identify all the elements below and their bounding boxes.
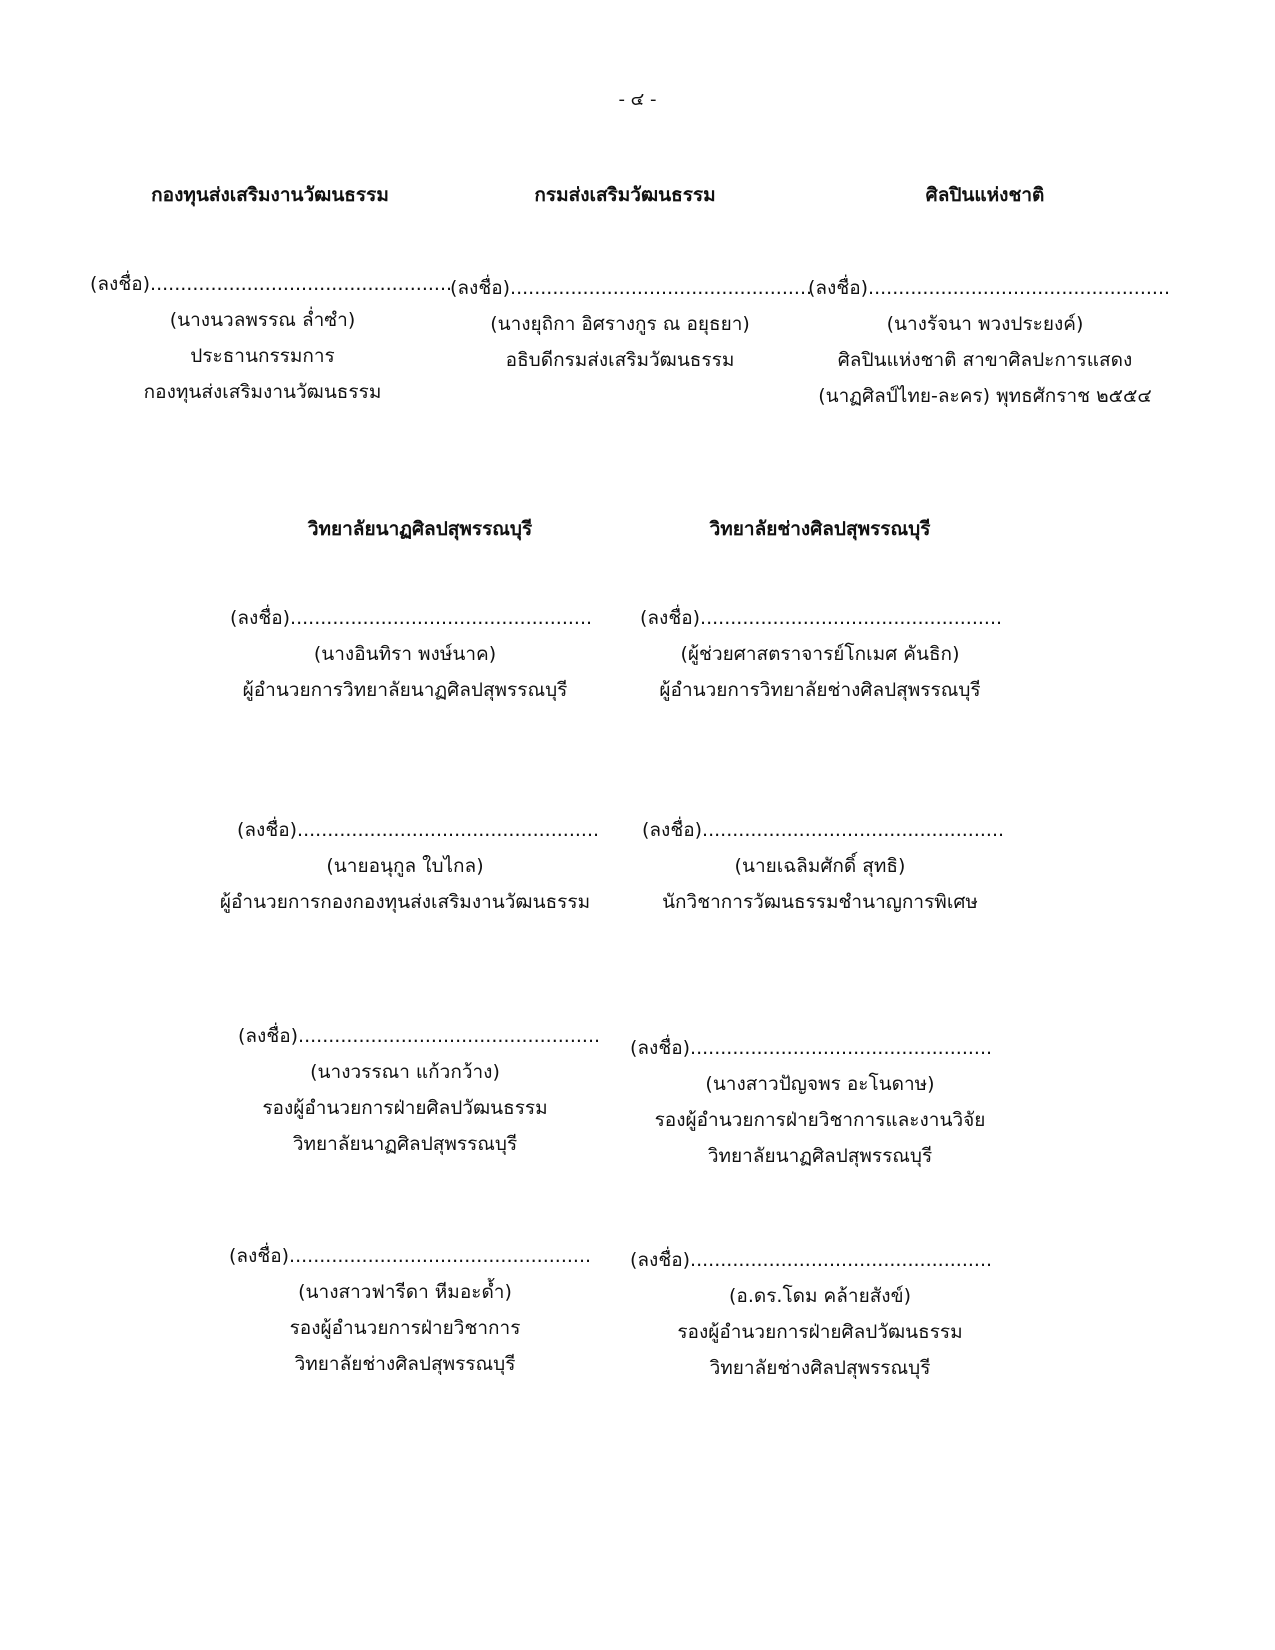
signatory-name: (นายเฉลิมศักดิ์ สุทธิ) — [734, 855, 906, 877]
signatory-name: (นางสาวฟารีดา หีมอะด้ำ) — [298, 1281, 512, 1303]
signature-line: (ลงชื่อ).................................................. — [630, 1249, 993, 1271]
signatory-position: รองผู้อำนวยการฝ่ายศิลปวัฒนธรรม — [677, 1321, 963, 1343]
signatory-organization: วิทยาลัยนาฏศิลปสุพรรณบุรี — [292, 1133, 518, 1155]
signatory-position: ศิลปินแห่งชาติ สาขาศิลปะการแสดง — [837, 349, 1133, 371]
signatory-name: (นางสาวปัญจพร อะโนดาษ) — [705, 1073, 935, 1095]
signature-line: (ลงชื่อ).................................................. — [237, 819, 600, 841]
signatory-organization: วิทยาลัยช่างศิลปสุพรรณบุรี — [294, 1353, 516, 1375]
org-title-culture-fund: กองทุนส่งเสริมงานวัฒนธรรม — [151, 184, 389, 206]
signature-block-culture-specialist — [630, 812, 1010, 920]
signature-block-culture-fund — [90, 266, 453, 410]
signature-line: (ลงชื่อ).................................................. — [90, 273, 453, 295]
signatory-name: (นางอินทิรา พงษ์นาค) — [313, 643, 497, 665]
signature-block-dramatic-arts-deputy-academic — [630, 1030, 1010, 1174]
signature-block-fund-director — [195, 812, 615, 920]
signatory-position: ผู้อำนวยการวิทยาลัยช่างศิลปสุพรรณบุรี — [659, 679, 981, 701]
signatory-position-detail: (นาฏศิลป์ไทย-ละคร) พุทธศักราช ๒๕๕๔ — [818, 385, 1152, 407]
signatory-position: นักวิชาการวัฒนธรรมชำนาญการพิเศษ — [662, 891, 978, 913]
org-title-fine-arts-college: วิทยาลัยช่างศิลปสุพรรณบุรี — [709, 518, 931, 540]
signatory-position: ผู้อำนวยการวิทยาลัยนาฏศิลปสุพรรณบุรี — [242, 679, 568, 701]
page-number: - ๔ - — [618, 89, 657, 110]
signatory-position: ประธานกรรมการ — [190, 345, 335, 367]
signatory-organization: วิทยาลัยนาฏศิลปสุพรรณบุรี — [707, 1145, 933, 1167]
signatory-position: รองผู้อำนวยการฝ่ายศิลปวัฒนธรรม — [262, 1097, 548, 1119]
signatory-organization: กองทุนส่งเสริมงานวัฒนธรรม — [143, 381, 382, 403]
org-title-national-artist: ศิลปินแห่งชาติ — [925, 184, 1045, 206]
signatory-name: (นางวรรณา แก้วกว้าง) — [310, 1061, 500, 1083]
org-title-dramatic-arts-college: วิทยาลัยนาฏศิลปสุพรรณบุรี — [307, 518, 533, 540]
signature-block-dramatic-arts-deputy-culture — [210, 1018, 600, 1162]
signature-line: (ลงชื่อ).................................................. — [230, 607, 593, 629]
signatory-name: (นางยุถิกา อิศรางกูร ณ อยุธยา) — [490, 313, 750, 335]
signature-line: (ลงชื่อ).................................................. — [229, 1245, 592, 1267]
signature-line: (ลงชื่อ).................................................. — [808, 277, 1171, 299]
signature-block-fine-arts-deputy-academic — [205, 1238, 605, 1382]
signature-block-fine-arts-director — [630, 600, 1010, 708]
signatory-name: (นายอนุกูล ใบไกล) — [326, 855, 484, 877]
signatory-name: (นางนวลพรรณ ล่ำซำ) — [169, 309, 356, 331]
signature-block-national-artist — [800, 270, 1170, 414]
signatory-position: อธิบดีกรมส่งเสริมวัฒนธรรม — [505, 349, 735, 371]
signature-block-dramatic-arts-director — [200, 600, 610, 708]
signatory-position: รองผู้อำนวยการฝ่ายวิชาการ — [289, 1317, 521, 1339]
signature-line: (ลงชื่อ).................................................. — [238, 1025, 601, 1047]
signatory-position: ผู้อำนวยการกองกองทุนส่งเสริมงานวัฒนธรรม — [219, 891, 591, 913]
signature-line: (ลงชื่อ).................................................. — [640, 607, 1003, 629]
signatory-name: (นางรัจนา พวงประยงค์) — [886, 313, 1084, 335]
signatory-organization: วิทยาลัยช่างศิลปสุพรรณบุรี — [709, 1357, 931, 1379]
signature-block-fine-arts-deputy-culture — [630, 1242, 1010, 1386]
signature-line: (ลงชื่อ).................................................. — [630, 1037, 993, 1059]
signature-block-culture-department — [450, 270, 813, 378]
org-title-culture-department: กรมส่งเสริมวัฒนธรรม — [534, 184, 716, 206]
signatory-name: (อ.ดร.โดม คล้ายสังข์) — [729, 1285, 911, 1307]
signatory-position: รองผู้อำนวยการฝ่ายวิชาการและงานวิจัย — [654, 1109, 986, 1131]
signature-line: (ลงชื่อ).................................................. — [450, 277, 813, 299]
signature-line: (ลงชื่อ).................................................. — [642, 819, 1005, 841]
signatory-name: (ผู้ช่วยศาสตราจารย์โกเมศ คันธิก) — [680, 643, 960, 665]
